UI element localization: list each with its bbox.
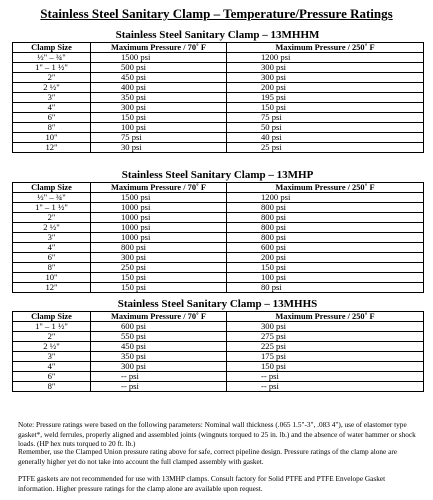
pressure-70f-cell: 350 psi (91, 352, 227, 362)
pressure-70f-cell: 1500 psi (91, 53, 227, 63)
pressure-70f-cell: 75 psi (91, 133, 227, 143)
clamp-size-cell: 3" (13, 93, 91, 103)
clamp-size-cell: 3" (13, 352, 91, 362)
clamp-size-cell: 3" (13, 233, 91, 243)
pressure-250f-cell: 800 psi (227, 233, 424, 243)
note-text: Note: Pressure ratings were based on the following parameters: Nominal wall thickness (.065 1.5"-3", .083 4"), use of elastomer type gasket*, weld ferrules, properly aligned and assembled joints (wingnuts torqued to 25 in. lb.) and the absence of water hammer or shock loads. (HP hex nuts torqued to 20 ft. lb.) (18, 420, 416, 449)
table-row (13, 243, 424, 253)
table-row (13, 332, 424, 342)
table-row (13, 53, 424, 63)
pressure-250f-cell: 75 psi (227, 113, 424, 123)
pressure-250f-cell: 225 psi (227, 342, 424, 352)
table-row (13, 213, 424, 223)
pressure-70f-cell: 300 psi (91, 253, 227, 263)
pressure-70f-cell: 550 psi (91, 332, 227, 342)
section-title-13mhhm: Stainless Steel Sanitary Clamp – 13MHHM (115, 29, 320, 41)
clamp-size-cell: ½" – ¾" (13, 53, 91, 63)
clamp-size-cell: 2" (13, 332, 91, 342)
table-header-row (13, 183, 424, 193)
pressure-250f-cell: -- psi (227, 372, 424, 382)
pressure-70f-cell: 450 psi (91, 73, 227, 83)
pressure-70f-cell: 30 psi (91, 143, 227, 153)
pressure-70f-cell: 1000 psi (91, 223, 227, 233)
table-row (13, 382, 424, 392)
pressure-70f-cell: 1000 psi (91, 213, 227, 223)
pressure-250f-cell: 300 psi (227, 322, 424, 332)
clamp-size-cell: 1" – 1 ½" (13, 322, 91, 332)
note-text: Remember, use the Clamped Union pressure rating above for safe, correct pipeline design. Pressure ratings of the clamp alone are generally higher yet do not take into account the full clamped assembly with gasket. (18, 447, 398, 466)
table-row (13, 73, 424, 83)
clamp-size-cell: 8" (13, 382, 91, 392)
table-row (13, 342, 424, 352)
table-row (13, 83, 424, 93)
column-header: Maximum Pressure / 70˚ F (91, 43, 227, 53)
table-row (13, 123, 424, 133)
column-header: Maximum Pressure / 250˚ F (227, 183, 424, 193)
column-header: Maximum Pressure / 70˚ F (91, 183, 227, 193)
table-row (13, 93, 424, 103)
pressure-250f-cell: 175 psi (227, 352, 424, 362)
pressure-250f-cell: 25 psi (227, 143, 424, 153)
pressure-250f-cell: 1200 psi (227, 193, 424, 203)
clamp-size-cell: 2 ½" (13, 342, 91, 352)
pressure-250f-cell: 50 psi (227, 123, 424, 133)
clamp-size-cell: 10" (13, 133, 91, 143)
pressure-250f-cell: 195 psi (227, 93, 424, 103)
pressure-250f-cell: 800 psi (227, 223, 424, 233)
pressure-250f-cell: 150 psi (227, 362, 424, 372)
note-pressure-parameters (18, 420, 422, 449)
clamp-size-cell: 6" (13, 113, 91, 123)
table-header-row (13, 312, 424, 322)
table-row (13, 362, 424, 372)
ratings-table-13mhhs (12, 311, 424, 392)
column-header: Maximum Pressure / 70˚ F (91, 312, 227, 322)
pressure-70f-cell: 150 psi (91, 113, 227, 123)
pressure-70f-cell: 100 psi (91, 123, 227, 133)
pressure-70f-cell: -- psi (91, 372, 227, 382)
pressure-70f-cell: 800 psi (91, 243, 227, 253)
pressure-70f-cell: 450 psi (91, 342, 227, 352)
pressure-250f-cell: 600 psi (227, 243, 424, 253)
section-title-13mhhs: Stainless Steel Sanitary Clamp – 13MHHS (117, 298, 318, 310)
table-row (13, 223, 424, 233)
pressure-70f-cell: 300 psi (91, 362, 227, 372)
clamp-size-cell: 4" (13, 243, 91, 253)
pressure-250f-cell: 300 psi (227, 63, 424, 73)
column-header: Maximum Pressure / 250˚ F (227, 312, 424, 322)
pressure-250f-cell: 1200 psi (227, 53, 424, 63)
clamp-size-cell: 2 ½" (13, 223, 91, 233)
table-row (13, 273, 424, 283)
pressure-70f-cell: 1500 psi (91, 193, 227, 203)
table-row (13, 352, 424, 362)
clamp-size-cell: 4" (13, 103, 91, 113)
clamp-size-cell: 1" – 1 ½" (13, 203, 91, 213)
pressure-250f-cell: 275 psi (227, 332, 424, 342)
pressure-250f-cell: 150 psi (227, 263, 424, 273)
note-text: PTFE gaskets are not recommended for use with 13MHP clamps. Consult factory for Solid PTFE and PTFE Envelope Gasket information. Higher pressure ratings for the clamp alone are available upon request. (18, 474, 386, 493)
table-row (13, 143, 424, 153)
clamp-size-cell: ½" – ¾" (13, 193, 91, 203)
clamp-size-cell: 10" (13, 273, 91, 283)
pressure-250f-cell: 300 psi (227, 73, 424, 83)
pressure-250f-cell: 200 psi (227, 253, 424, 263)
pressure-70f-cell: 500 psi (91, 63, 227, 73)
note-ptfe-gaskets (18, 474, 422, 493)
pressure-250f-cell: 80 psi (227, 283, 424, 293)
table-row (13, 263, 424, 273)
table-row (13, 233, 424, 243)
clamp-size-cell: 1" – 1 ½" (13, 63, 91, 73)
table-row (13, 113, 424, 123)
clamp-size-cell: 4" (13, 362, 91, 372)
pressure-250f-cell: 100 psi (227, 273, 424, 283)
clamp-size-cell: 2 ½" (13, 83, 91, 93)
table-row (13, 322, 424, 332)
table-row (13, 372, 424, 382)
pressure-70f-cell: 300 psi (91, 103, 227, 113)
pressure-70f-cell: -- psi (91, 382, 227, 392)
column-header: Clamp Size (13, 43, 91, 53)
table-row (13, 253, 424, 263)
pressure-250f-cell: 800 psi (227, 203, 424, 213)
column-header: Maximum Pressure / 250˚ F (227, 43, 424, 53)
table-row (13, 103, 424, 113)
pressure-250f-cell: 40 psi (227, 133, 424, 143)
note-clamped-union (18, 447, 422, 466)
pressure-70f-cell: 150 psi (91, 273, 227, 283)
table-row (13, 133, 424, 143)
pressure-70f-cell: 600 psi (91, 322, 227, 332)
ratings-table-13mhhm (12, 42, 424, 153)
pressure-70f-cell: 1000 psi (91, 233, 227, 243)
clamp-size-cell: 8" (13, 263, 91, 273)
table-row (13, 63, 424, 73)
pressure-70f-cell: 150 psi (91, 283, 227, 293)
table-row (13, 193, 424, 203)
pressure-250f-cell: 150 psi (227, 103, 424, 113)
ratings-table-13mhp (12, 182, 424, 293)
clamp-size-cell: 2" (13, 213, 91, 223)
pressure-250f-cell: 800 psi (227, 213, 424, 223)
clamp-size-cell: 12" (13, 283, 91, 293)
clamp-size-cell: 12" (13, 143, 91, 153)
pressure-250f-cell: 200 psi (227, 83, 424, 93)
table-row (13, 203, 424, 213)
pressure-70f-cell: 1000 psi (91, 203, 227, 213)
pressure-70f-cell: 350 psi (91, 93, 227, 103)
pressure-250f-cell: -- psi (227, 382, 424, 392)
clamp-size-cell: 2" (13, 73, 91, 83)
column-header: Clamp Size (13, 183, 91, 193)
table-header-row (13, 43, 424, 53)
pressure-70f-cell: 400 psi (91, 83, 227, 93)
column-header: Clamp Size (13, 312, 91, 322)
clamp-size-cell: 6" (13, 253, 91, 263)
pressure-70f-cell: 250 psi (91, 263, 227, 273)
table-row (13, 283, 424, 293)
clamp-size-cell: 6" (13, 372, 91, 382)
section-title-13mhp: Stainless Steel Sanitary Clamp – 13MHP (121, 169, 314, 181)
page-title: Stainless Steel Sanitary Clamp – Temperature/Pressure Ratings (40, 6, 393, 21)
clamp-size-cell: 8" (13, 123, 91, 133)
